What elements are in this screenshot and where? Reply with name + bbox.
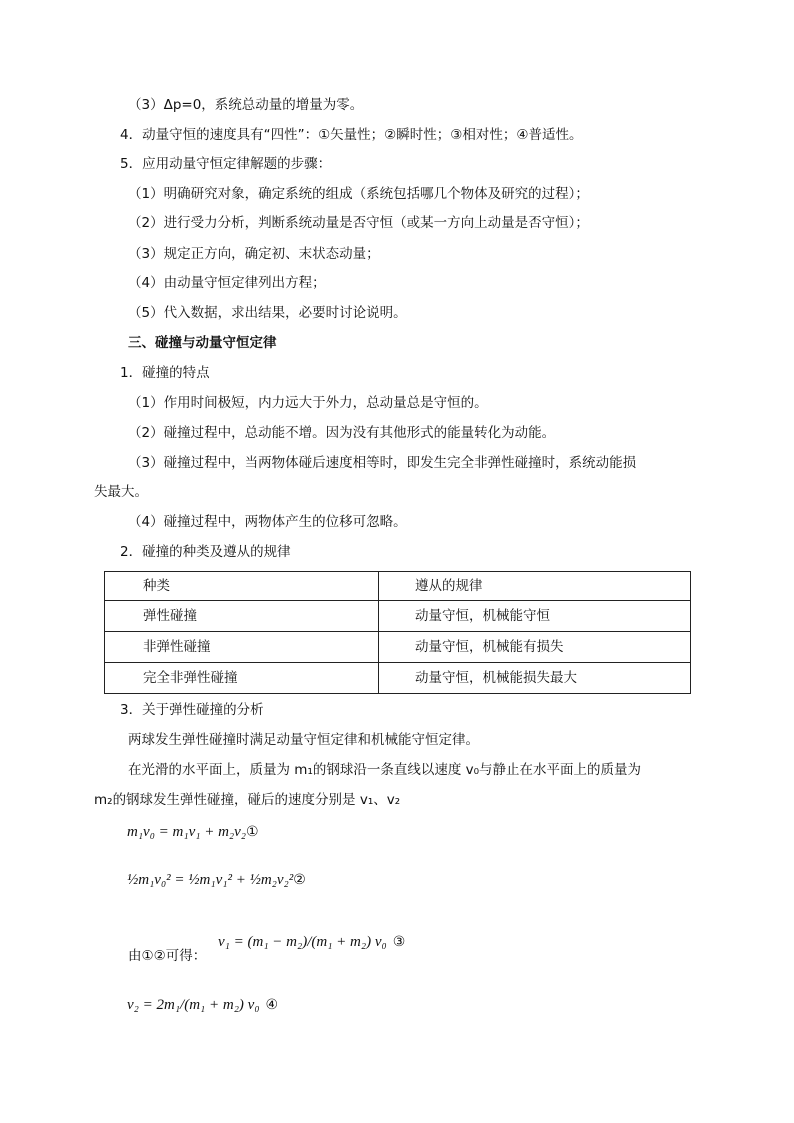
table-header-cell: 种类 — [105, 572, 379, 601]
equation-momentum-expr: m₁v₀ = m₁v₁ + m₂v₂ — [127, 824, 247, 840]
point-4-four-properties: 4．动量守恒的速度具有“四性”：①矢量性；②瞬时性；③相对性；④普适性。 — [120, 127, 583, 143]
step-2: （2）进行受力分析，判断系统动量是否守恒（或某一方向上动量是否守恒）； — [128, 215, 589, 231]
equation-tag-3: ③ — [392, 934, 406, 950]
subheading-elastic-analysis: 3．关于弹性碰撞的分析 — [120, 702, 264, 718]
subheading-collision-features: 1．碰撞的特点 — [120, 365, 210, 381]
collision-types-table — [104, 571, 691, 694]
feature-2: （2）碰撞过程中，总动能不增。因为没有其他形式的能量转化为动能。 — [128, 425, 556, 441]
equation-v1-expr: v₁ = (m₁ − m₂)/(m₁ + m₂) v₀ — [218, 934, 387, 950]
feature-3-line2: 失最大。 — [94, 484, 148, 500]
equation-tag-1: ① — [246, 824, 259, 840]
elastic-setup-line1: 在光滑的水平面上，质量为 m₁的钢球沿一条直线以速度 v₀与静止在水平面上的质量为 — [128, 762, 642, 778]
step-5: （5）代入数据，求出结果，必要时讨论说明。 — [128, 305, 407, 321]
step-3: （3）规定正方向，确定初、末状态动量； — [128, 246, 380, 262]
table-cell: 完全非弹性碰撞 — [105, 663, 379, 694]
equation-momentum — [127, 822, 259, 842]
derive-label: 由①②可得： — [128, 948, 207, 964]
equation-tag-2: ② — [293, 872, 306, 888]
equation-v2-expr: v₂ = 2m₁/(m₁ + m₂) v₀ — [127, 997, 260, 1013]
table-row — [105, 601, 691, 632]
equation-tag-4: ④ — [265, 997, 279, 1013]
equation-v1 — [218, 932, 405, 952]
table-cell: 弹性碰撞 — [105, 601, 379, 632]
point-3-delta-p: （3）Δp=0，系统总动量的增量为零。 — [128, 97, 364, 113]
feature-4: （4）碰撞过程中，两物体产生的位移可忽略。 — [128, 514, 407, 530]
equation-v2 — [127, 995, 278, 1015]
table-row — [105, 663, 691, 694]
step-4: （4）由动量守恒定律列出方程； — [128, 275, 326, 291]
table-header-row — [105, 572, 691, 601]
subheading-collision-types: 2．碰撞的种类及遵从的规律 — [120, 544, 291, 560]
section-heading-collision: 三、碰撞与动量守恒定律 — [128, 335, 277, 351]
point-5-steps-heading: 5．应用动量守恒定律解题的步骤： — [120, 156, 332, 172]
table-cell: 动量守恒，机械能有损失 — [379, 632, 691, 663]
feature-1: （1）作用时间极短，内力远大于外力，总动量总是守恒的。 — [128, 395, 488, 411]
table-row — [105, 632, 691, 663]
elastic-intro: 两球发生弹性碰撞时满足动量守恒定律和机械能守恒定律。 — [128, 732, 479, 748]
equation-energy — [127, 870, 306, 890]
table-cell: 非弹性碰撞 — [105, 632, 379, 663]
equation-energy-expr: ½m₁v₀² = ½m₁v₁² + ½m₂v₂² — [127, 872, 294, 888]
feature-3-line1: （3）碰撞过程中，当两物体碰后速度相等时，即发生完全非弹性碰撞时，系统动能损 — [128, 455, 637, 471]
table-cell: 动量守恒，机械能损失最大 — [379, 663, 691, 694]
elastic-setup-line2: m₂的钢球发生弹性碰撞，碰后的速度分别是 v₁、v₂ — [94, 792, 401, 808]
table-cell: 动量守恒，机械能守恒 — [379, 601, 691, 632]
step-1: （1）明确研究对象，确定系统的组成（系统包括哪几个物体及研究的过程）； — [128, 186, 589, 202]
table-header-cell: 遵从的规律 — [379, 572, 691, 601]
